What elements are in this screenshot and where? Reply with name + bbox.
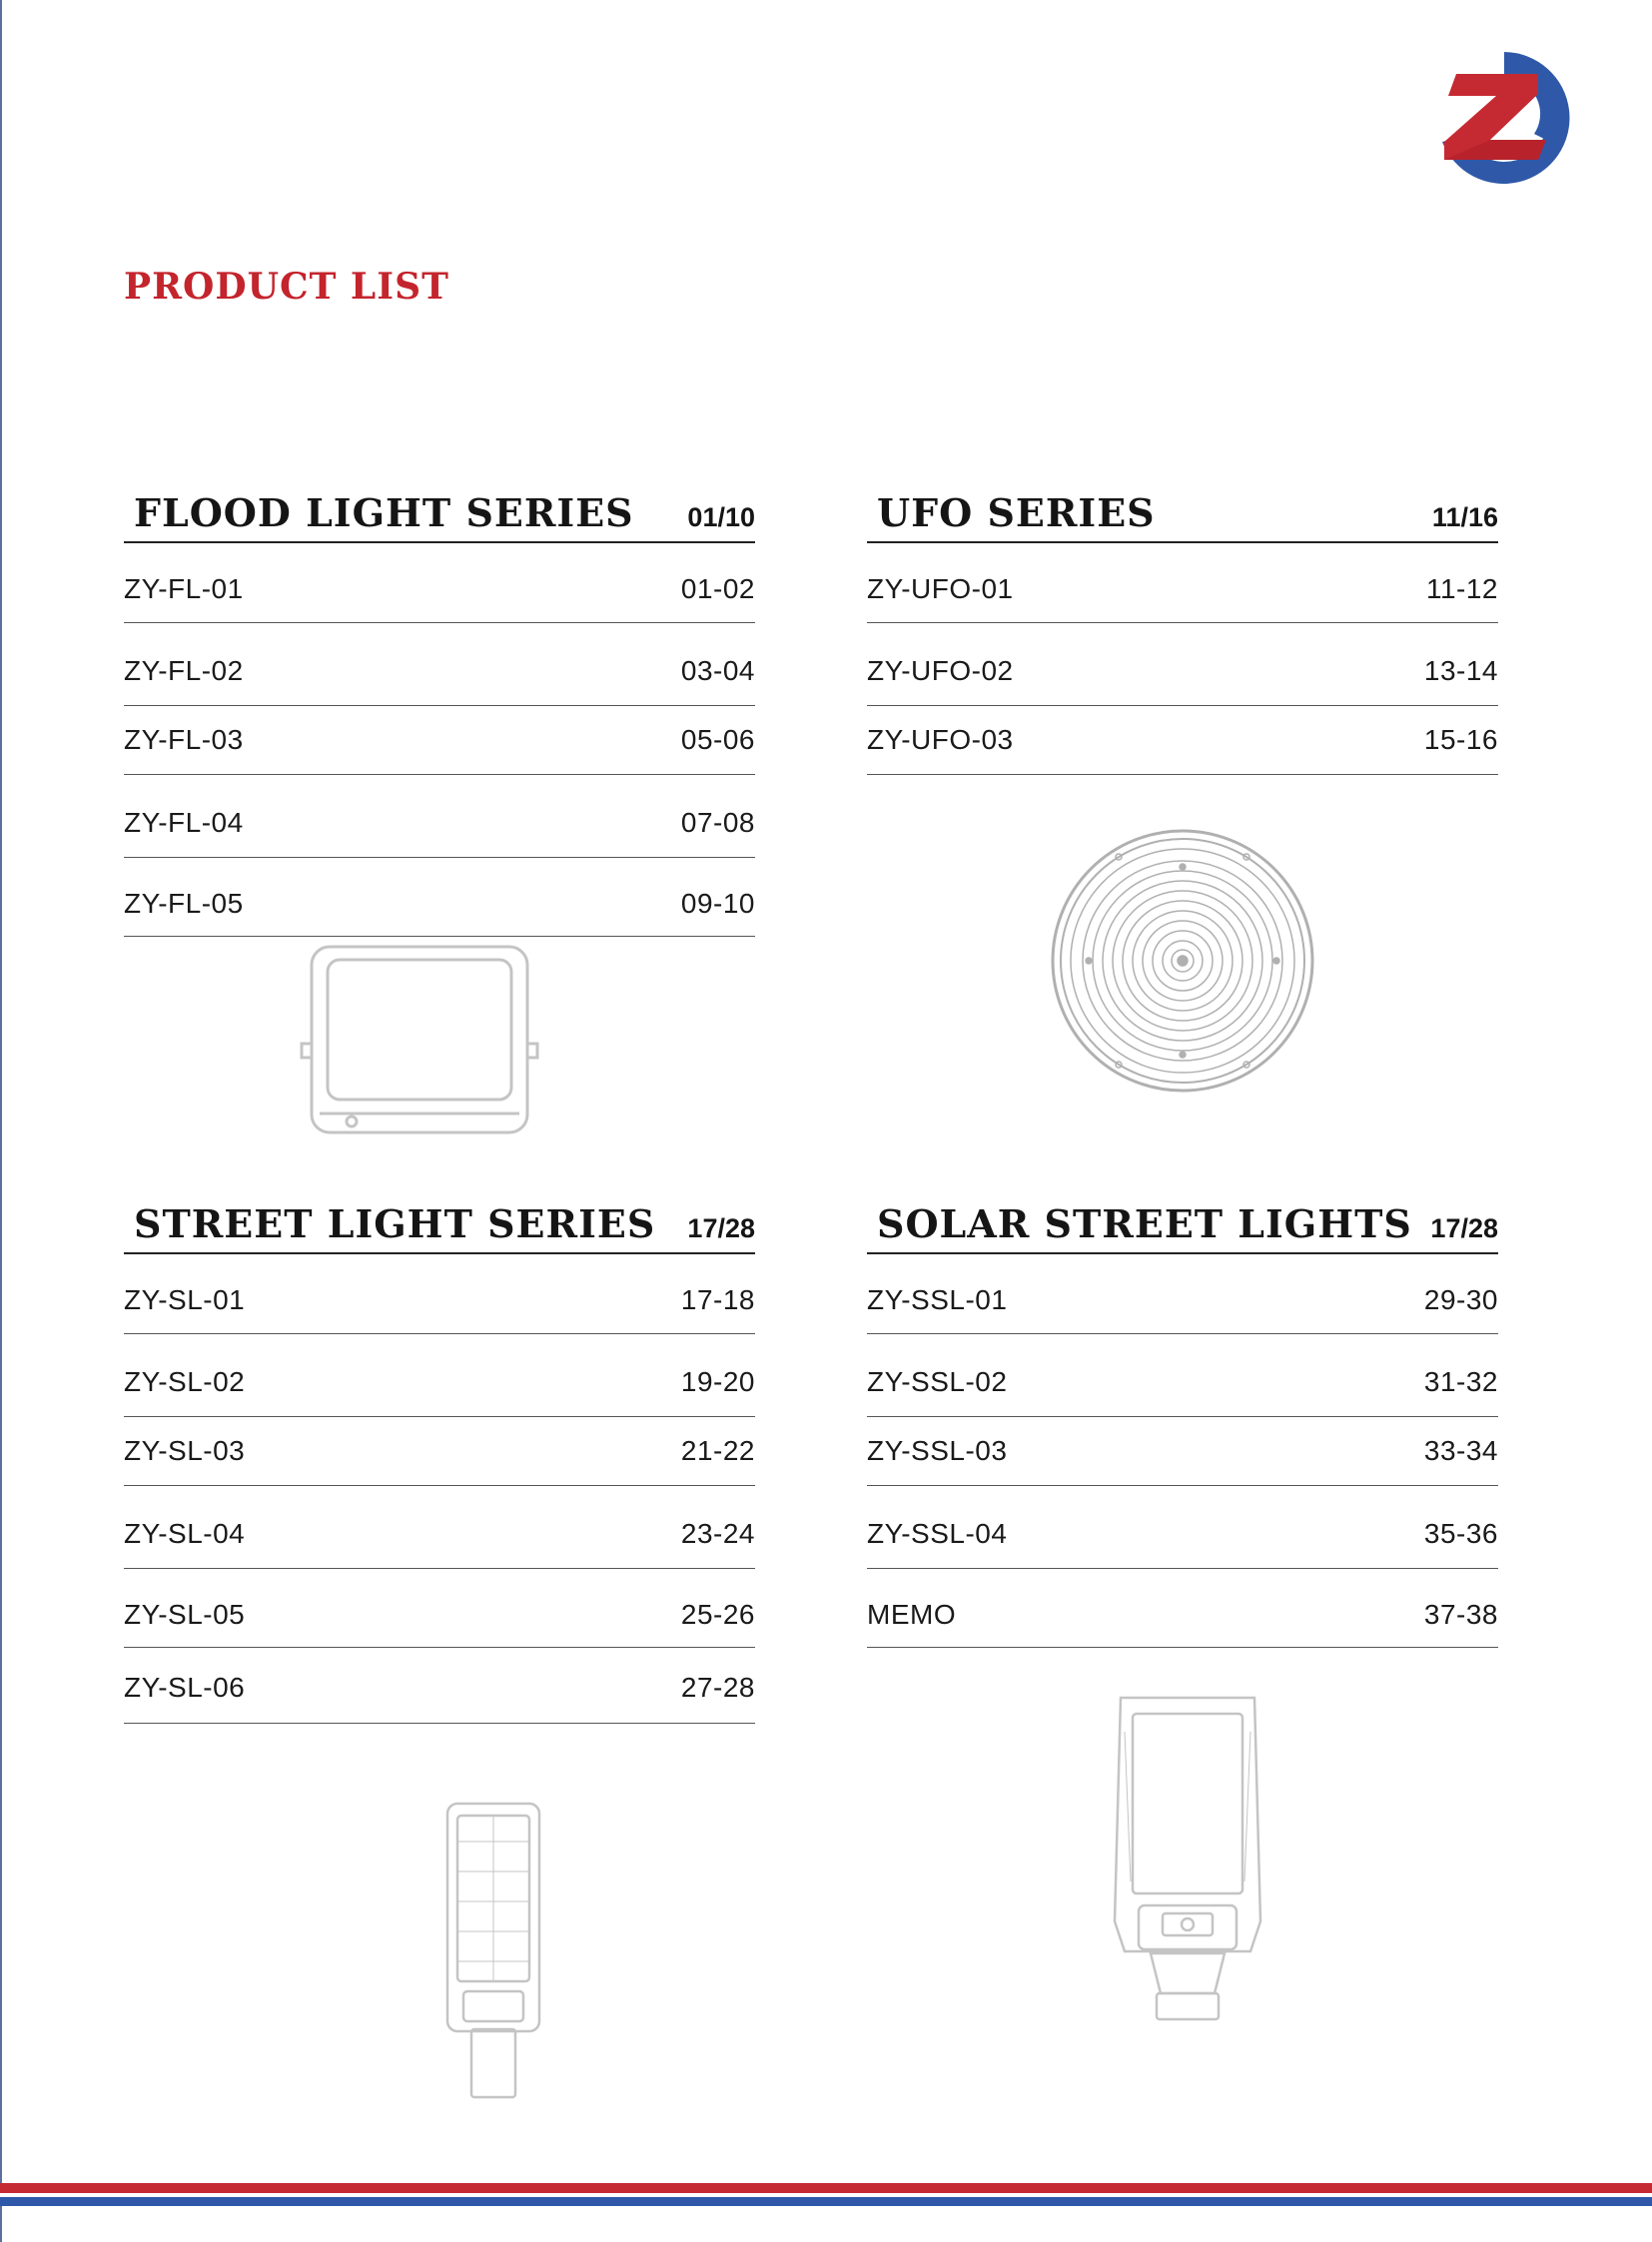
page-numbers: 33-34 <box>1423 1435 1498 1466</box>
product-row[interactable] <box>124 1254 755 1334</box>
ufo-section <box>867 489 1498 775</box>
product-code: MEMO <box>867 1599 957 1630</box>
section-page-range: 01/10 <box>687 502 755 532</box>
page-numbers: 35-36 <box>1423 1518 1498 1549</box>
flood-light-section <box>124 489 755 937</box>
page-numbers: 09-10 <box>680 888 755 919</box>
section-header <box>124 1200 755 1254</box>
section-header <box>867 489 1498 543</box>
section-page-range: 11/16 <box>1431 502 1498 532</box>
section-title: STREET LIGHT SERIES <box>134 1201 656 1246</box>
product-code: ZY-FL-05 <box>124 888 244 919</box>
page-numbers: 23-24 <box>680 1518 755 1549</box>
product-code: ZY-SSL-01 <box>867 1284 1008 1315</box>
product-code: ZY-SSL-04 <box>867 1518 1008 1549</box>
left-edge-rule <box>0 0 2 2242</box>
section-title: UFO SERIES <box>877 490 1156 535</box>
product-code: ZY-SSL-02 <box>867 1366 1008 1397</box>
product-row[interactable] <box>867 1334 1498 1417</box>
product-code: ZY-SL-01 <box>124 1284 246 1315</box>
page-numbers: 19-20 <box>680 1366 755 1397</box>
section-page-range: 17/28 <box>1430 1213 1498 1243</box>
page-numbers: 21-22 <box>680 1435 755 1466</box>
product-row[interactable] <box>867 623 1498 706</box>
product-code: ZY-SL-02 <box>124 1366 246 1397</box>
product-code: ZY-FL-03 <box>124 724 244 755</box>
product-code: ZY-SSL-03 <box>867 1435 1008 1466</box>
page-numbers: 03-04 <box>680 655 755 686</box>
product-code: ZY-UFO-02 <box>867 655 1014 686</box>
product-code: ZY-SL-05 <box>124 1599 246 1630</box>
page-numbers: 01-02 <box>680 573 755 604</box>
product-row[interactable] <box>124 543 755 623</box>
product-row[interactable] <box>124 1486 755 1569</box>
section-header <box>867 1200 1498 1254</box>
page-numbers: 17-18 <box>680 1284 755 1315</box>
product-row[interactable] <box>124 1648 755 1724</box>
page-numbers: 05-06 <box>680 724 755 755</box>
street-light-section <box>124 1200 755 1724</box>
product-row[interactable] <box>867 1417 1498 1486</box>
product-code: ZY-UFO-01 <box>867 573 1014 604</box>
section-title: FLOOD LIGHT SERIES <box>134 490 634 535</box>
page-numbers: 13-14 <box>1423 655 1498 686</box>
product-row[interactable] <box>867 706 1498 775</box>
page-numbers: 07-08 <box>680 807 755 838</box>
page-numbers: 25-26 <box>680 1599 755 1630</box>
ufo-light-illustration <box>1049 827 1316 1095</box>
product-row[interactable] <box>867 1569 1498 1648</box>
page-title: PRODUCT LIST <box>124 266 449 308</box>
page-numbers: 11-12 <box>1425 573 1498 604</box>
product-row[interactable] <box>124 775 755 858</box>
page-numbers: 31-32 <box>1423 1366 1498 1397</box>
product-code: ZY-FL-01 <box>124 573 244 604</box>
page-numbers: 37-38 <box>1423 1599 1498 1630</box>
product-row[interactable] <box>124 858 755 937</box>
footer-blue-stripe <box>0 2197 1652 2206</box>
product-code: ZY-SL-06 <box>124 1672 246 1703</box>
product-row[interactable] <box>124 1334 755 1417</box>
product-row[interactable] <box>124 706 755 775</box>
street-light-illustration <box>443 1802 543 2101</box>
product-row[interactable] <box>867 1486 1498 1569</box>
solar-street-light-illustration <box>1111 1692 1264 2025</box>
page-numbers: 27-28 <box>680 1672 755 1703</box>
page-numbers: 15-16 <box>1423 724 1498 755</box>
product-code: ZY-SL-04 <box>124 1518 246 1549</box>
footer-stripes <box>0 2183 1652 2206</box>
product-code: ZY-SL-03 <box>124 1435 246 1466</box>
product-row[interactable] <box>867 1254 1498 1334</box>
page-numbers: 29-30 <box>1423 1284 1498 1315</box>
product-code: ZY-FL-02 <box>124 655 244 686</box>
section-header <box>124 489 755 543</box>
section-title: SOLAR STREET LIGHTS <box>877 1201 1412 1246</box>
footer-red-stripe <box>0 2183 1652 2193</box>
solar-street-section <box>867 1200 1498 1648</box>
product-row[interactable] <box>867 543 1498 623</box>
flood-light-illustration <box>300 944 539 1139</box>
product-row[interactable] <box>124 623 755 706</box>
product-row[interactable] <box>124 1417 755 1486</box>
product-code: ZY-FL-04 <box>124 807 244 838</box>
product-code: ZY-UFO-03 <box>867 724 1014 755</box>
section-page-range: 17/28 <box>687 1213 755 1243</box>
product-row[interactable] <box>124 1569 755 1648</box>
brand-logo-icon <box>1434 44 1582 192</box>
